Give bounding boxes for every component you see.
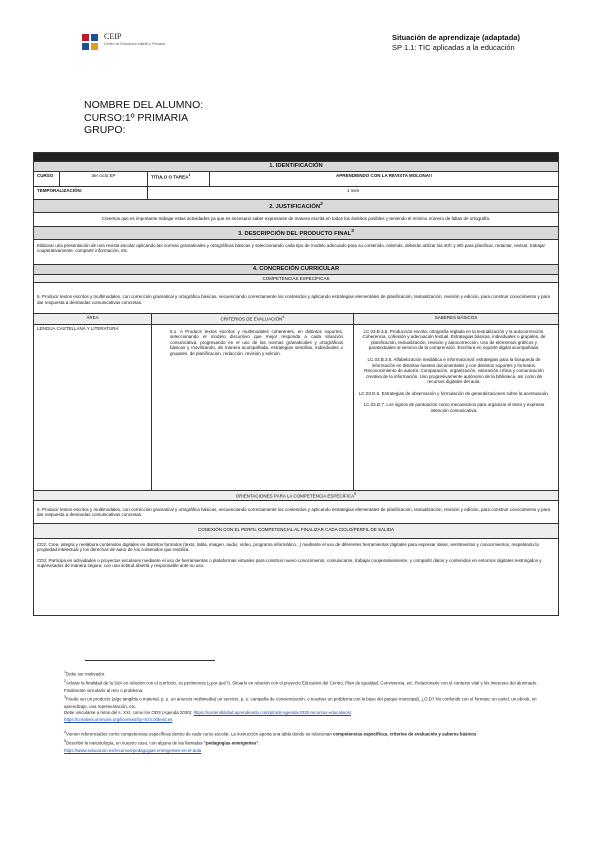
dark-title-row [34,153,558,161]
learning-situation-table [33,152,559,616]
temporalization-value: 1 mes [346,188,360,193]
ods-link[interactable]: https://sostenibilidad.aprendiendo.com/pt/ods-agenda-2030-recursos-educativos/ [193,710,352,716]
curso-value: 3er ciclo EP [60,172,148,186]
connection-head-row [34,523,558,538]
footnote-5b [64,748,544,755]
saber-item: LC.03.B.3.5. Producción escrita: ortografía reglada en la textualización y la autocorrección. Coherencia, cohesión y adecuación textual. Estrategias básicas, individuales o grupales, de planificación, textualización, revisión y autocorrección. Uso de elementos gráficos y paratextuales al servicio de la comprensión. Escritura en soporte digital acompañada. [362,328,546,351]
saberes-list [354,325,558,490]
footnote-text: Aclarar la finalidad de la SdA en relación con el currículo, su pertinencia (¿por qué?). Situarlo en relación con el proyecto Educativo del Centro, Plan de igualdad, Convivencia, etc. Relacionarlo con el contexto vital y los intereses del alumnado. Finalmente vincularlo al reto o problema. [64,680,538,693]
section-4-row [34,264,558,274]
document-header [392,33,520,52]
area-column-header: ÁREA [34,314,152,323]
section-final-product [34,227,558,239]
footnote-text: Debe ser motivador. [66,671,106,677]
connection-text [34,539,558,615]
connection-item: CD3. Participa en actividades o proyectos escolares mediante el uso de herramientas o plataformas virtuales para construir nuevo conocimiento, comunicarse, trabajar cooperativamente, y compartir datos y contenidos en entornos digitales restringidos y supervisados de manera segura, con una actitud abierta y responsable ante su uso. [37,557,542,569]
curso-label: CURSO [34,172,60,186]
specific-competences-text: 5. Producir textos escritos y multimodales, con corrección gramatical y ortográfica básicas, secuenciando correctamente los contenidos y aplicando estrategias elementales de planificación, textualización, revisión y edición, para construir conocimiento y para dar respuesta a demandas comunicativas concretas. [37,294,551,306]
criteria-column-header-text: CRITERIOS DE EVALUACIÓN [220,316,283,322]
school-subtitle: Centro de Educación Infantil y Primaria [104,42,165,46]
orientations-row [34,500,558,523]
footnote-4: $^4$Vienen referenciados como competencias específicas dentro de cada curso escolar. La instrucción aporta una tabla donde se relacionan competencias específicas, criterios de evaluación y saberes básicos [64,729,477,737]
titulo-label [148,172,210,186]
criteria-column-header [152,314,354,323]
student-course-label: CURSO:1º PRIMARIA [84,111,189,124]
justification-row [34,212,558,226]
footnote-divider [85,660,215,661]
footnote-bold-text: "pedagogías emergentes". [203,740,260,746]
section-2-row [34,199,558,212]
footnote-ref: 3 [351,228,354,234]
document-subtitle: SP 1.1: TIC aplicadas a la educación [392,42,515,52]
footnotes [64,669,544,754]
section-justification-text: 2. JUSTIFICACIÓN [269,203,321,210]
section-curricular: 4. CONCRECIÓN CURRICULAR [34,265,558,274]
saberes-column-header: SABERES BÁSICOS [354,314,558,323]
footnote-3b [64,710,544,717]
student-name-label: NOMBRE DEL ALUMNO: [84,99,204,111]
school-logo-icon [80,32,100,56]
footnote-2: $^2$Aclarar la finalidad de la SdA en relación con el currículo, su pertinencia (¿por qué?). Situarlo en relación con el proyecto Educativo del Centro, Plan de igualdad, Convivencia, etc. Relacionarlo con el contexto vital y los intereses del alumnado. Finalmente vincularlo al reto o problema. [64,679,538,693]
orientations-head-row [34,490,558,500]
footnote-ref: 5 [354,491,357,496]
school-logo [80,32,230,66]
connection-item: CD2. Crea, integra y reelabora contenidos digitales en distintos formatos (texto, tabla, imagen, audio, vídeo, programa informático...) mediante el uso de diferentes herramientas digitales para expresar ideas, sentimientos y conocimientos, respetando la propiedad intelectual y los derechos de autor de los contenidos que reutiliza. [37,541,539,553]
section-final-product-text: 3. DESCRIPCIÓN DEL PRODUCTO FINAL [238,230,352,237]
section-3-row [34,226,558,239]
footnote-ref: 4 [282,315,285,320]
footnote-ref: 1 [188,173,191,177]
titulo-label-text: TÍTULO O TAREA [151,174,189,180]
student-group-label: GRUPO: [84,124,126,136]
footnote-3: $^3$Puede ser un producto (algo tangible o material, p. e. un anuncio multimedia) un servicio, p. e. campaña de concienciación, o resolver un problema con la base del parque municipal). ¿O.D? No confundir con el formato: un cartel, un ebook, un aprendizaje, una representación, etc. [64,695,537,709]
orientations-heading-text: ORIENTACIONES PARA LA COMPETENCIA ESPECÍFICA [235,493,355,499]
justification-text: Creemos que es importante trabajar estas actividades ya que es necesario saber expresarse de manera escrita en todos los ámbitos posibles y teniendo el mínimo número de faltas de ortografía. [101,215,491,221]
orientations-text: 5. Producir textos escritos y multimodales, con corrección gramatical y ortográfica básicas, secuenciando correctamente los contenidos y aplicando estrategias elementales de planificación, textualización, revisión y edición, para construir conocimiento y para dar respuesta a demandas comunicativas concretas. [37,506,551,518]
criteria-text: 5.1. A Producir textos escritos y multimodales coherentes, en distintos soportes, seleccionando el modelo discursivo que mejor responda a cada situación comunicativa, progresando en el uso de las normas gramaticales y ortográficas básicas y movilizando, de manera acompañada, estrategias sencillas, individuales o grupales, de planificación, redacción, revisión y edición. [152,325,354,490]
footnote-text: Vienen referenciados como competencias específicas dentro de cada curso escolar. La instrucción aporta una tabla donde se relacionan [66,731,332,737]
document-title: Situación de aprendizaje (adaptada) [392,33,520,42]
identification-row [34,171,558,186]
footnote-3c [64,717,544,724]
temporalization-label: TEMPORALIZACIÓN: [34,187,148,199]
table-title: ESQUEMA DE SITUACIÓN DE APRENDIZAJE [34,153,558,161]
specific-competences-heading: COMPETENCIAS ESPECÍFICAS [34,275,558,283]
titulo-value: APRENDIENDO CON LA REVISTA MOLONA!! [335,173,433,178]
final-product-row [34,239,558,264]
footnote-text: Debe vincularse a retos del s. XXI, como los ODS (Agenda 2030): [64,710,193,716]
footnote-bold-text: competencias específicas, criterios de evaluación y saberes básicos [333,731,477,737]
connection-row [34,538,558,615]
area-value: LENGUA CASTELLANA Y LITERATURA [34,325,152,490]
specific-competences-row [34,282,558,313]
temporalization-row [34,186,558,199]
saber-item: LC.03.D.6. Estrategias de observación y formulación de generalizaciones sobre la acentuación. [358,390,550,396]
saber-item: LC.03.D.7. Los signos de puntuación como mecanismos para organizar el texto y expresar intención comunicativa. [363,402,545,414]
license-link[interactable]: https://creativecommons.org/licenses/by-nc/4.0/deed.es [64,717,173,723]
section-1-row [34,161,558,171]
footnote-text: Describir la metodología, en nuestro caso, con alguna de las llamadas [66,740,203,746]
footnote-5: $^5$Describir la metodología, en nuestro caso, con alguna de las llamadas "pedagogías emergentes". [64,739,260,746]
school-name: CEIP [104,32,122,41]
footnote-text: Puede ser un producto (algo tangible o material, p. e. un anuncio multimedia) un servicio, p. e. campaña de concienciación, o resolver un problema con la base del parque municipal). ¿O.D? No confundir con el formato: un cartel, un ebook, un aprendizaje, una representación, etc. [64,696,537,709]
footnote-ref: 2 [320,202,323,207]
section-identification: 1. IDENTIFICACIÓN [34,162,558,171]
student-info [84,99,203,137]
columns-head-row [34,313,558,323]
footnote-1: $^1$Debe ser motivador. [64,670,106,677]
specific-competences-head-row [34,274,558,283]
saber-item: LC.03.B.3.6. Alfabetización mediática e informacional: estrategias para la búsqueda de información en distintas fuentes documentales y con distintos soportes y formatos. Reconocimiento de autoría. Comparación, organización, valoración crítica y comunicación creativa de la información. Uso progresivamente autónomo de la biblioteca, así como de recursos digitales del aula. [364,356,544,385]
final-product-text: Elaborar una presentación de una revista escolar aplicando las normas gramaticales y ortográficas básicas y seleccionando cada tipo de modelo adecuado para su contenido. Además, deberán utilizar las stIC y stD para planificar, redactar, revisar, trabajar cooperativamente, compartir información, etc. [37,242,546,254]
pedagogy-link[interactable]: https://www.educacion.es/recursos/pedagogias-emergentes-en-el-aula [64,747,202,753]
criteria-row [34,324,558,490]
section-justification [34,200,558,212]
connection-heading: CONEXIÓN CON EL PERFIL COMPETENCIAL AL FINALIZAR CADA CICLO/PERFIL DE SALIDA [34,524,558,538]
orientations-heading [34,491,558,500]
